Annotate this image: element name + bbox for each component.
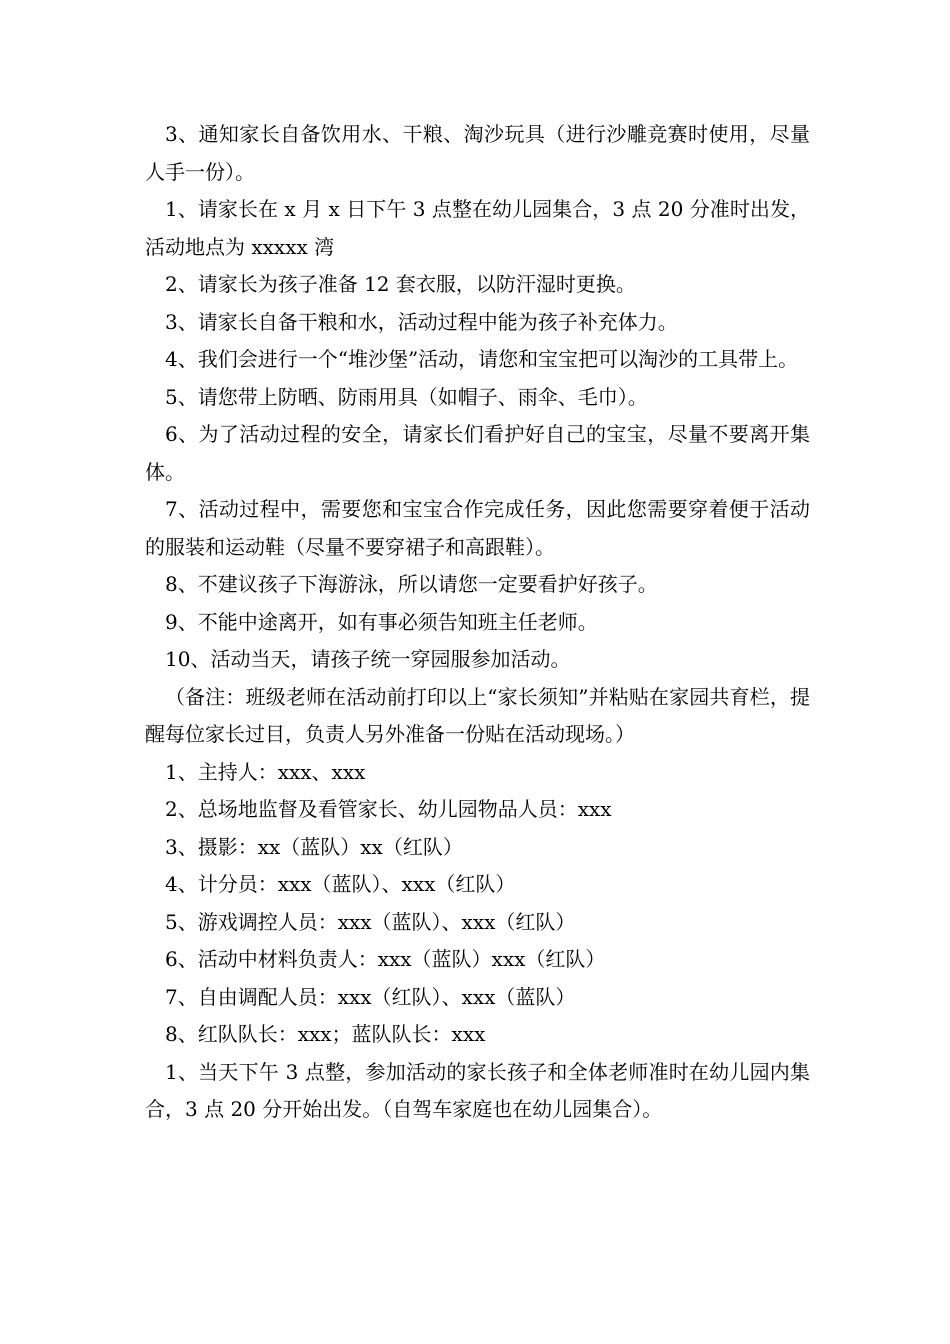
paragraph-schedule-1-assembly: 1、当天下午 3 点整，参加活动的家长孩子和全体老师准时在幼儿园内集合，3 点 20 分开始出发。（自驾车家庭也在幼儿园集合）。 xyxy=(145,1059,810,1121)
paragraph-staff-7-flexible: 7、自由调配人员：xxx（红队）、xxx（蓝队） xyxy=(165,984,576,1009)
paragraph-staff-5-game-control: 5、游戏调控人员：xxx（蓝队）、xxx（红队） xyxy=(165,909,576,934)
paragraph-staff-8-captains: 8、红队队长：xxx；蓝队队长：xxx xyxy=(165,1022,486,1046)
paragraph-notice-4-sandcastle: 4、我们会进行一个“堆沙堡”活动，请您和宝宝把可以淘沙的工具带上。 xyxy=(165,347,799,371)
paragraph-notice-7-clothing: 7、活动过程中，需要您和宝宝合作完成任务，因此您需要穿着便于活动的服装和运动鞋（尽量不要穿裙子和高跟鞋）。 xyxy=(145,497,810,559)
paragraph-notice-6-safety: 6、为了活动过程的安全，请家长们看护好自己的宝宝，尽量不要离开集体。 xyxy=(145,422,810,484)
paragraph-notice-10-uniform: 10、活动当天，请孩子统一穿园服参加活动。 xyxy=(165,647,571,671)
document-body xyxy=(145,116,810,1129)
paragraph-remark: （备注：班级老师在活动前打印以上“家长须知”并粘贴在家园共育栏，提醒每位家长过目，负责人另外准备一份贴在活动现场。） xyxy=(145,684,810,746)
paragraph-staff-4-scorekeeper: 4、计分员：xxx（蓝队）、xxx（红队） xyxy=(165,872,516,896)
paragraph-notice-9-no-leaving: 9、不能中途离开，如有事必须告知班主任老师。 xyxy=(165,609,598,634)
paragraph-notice-5-sun-rain-gear: 5、请您带上防晒、防雨用具（如帽子、雨伞、毛巾）。 xyxy=(165,384,648,409)
paragraph-notice-3-food-water: 3、请家长自备干粮和水，活动过程中能为孩子补充体力。 xyxy=(165,309,678,334)
paragraph-staff-2-supervisor: 2、总场地监督及看管家长、幼儿园物品人员：xxx xyxy=(165,797,612,821)
paragraph-notice-8-no-swimming: 8、不建议孩子下海游泳，所以请您一定要看护好孩子。 xyxy=(165,572,658,596)
paragraph-notice-2-clothes: 2、请家长为孩子准备 12 套衣服，以防汗湿时更换。 xyxy=(165,272,636,296)
paragraph-staff-6-materials: 6、活动中材料负责人：xxx（蓝队）xxx（红队） xyxy=(165,947,606,971)
paragraph-staff-3-photography: 3、摄影：xx（蓝队）xx（红队） xyxy=(165,834,463,859)
paragraph-staff-1-host: 1、主持人：xxx、xxx xyxy=(165,759,366,784)
paragraph-bring-supplies: 3、通知家长自备饮用水、干粮、淘沙玩具（进行沙雕竞赛时使用，尽量人手一份）。 xyxy=(145,122,810,184)
paragraph-notice-1-assembly-time: 1、请家长在 x 月 x 日下午 3 点整在幼儿园集合，3 点 20 分准时出发，活动地点为 xxxxx 湾 xyxy=(145,197,810,259)
